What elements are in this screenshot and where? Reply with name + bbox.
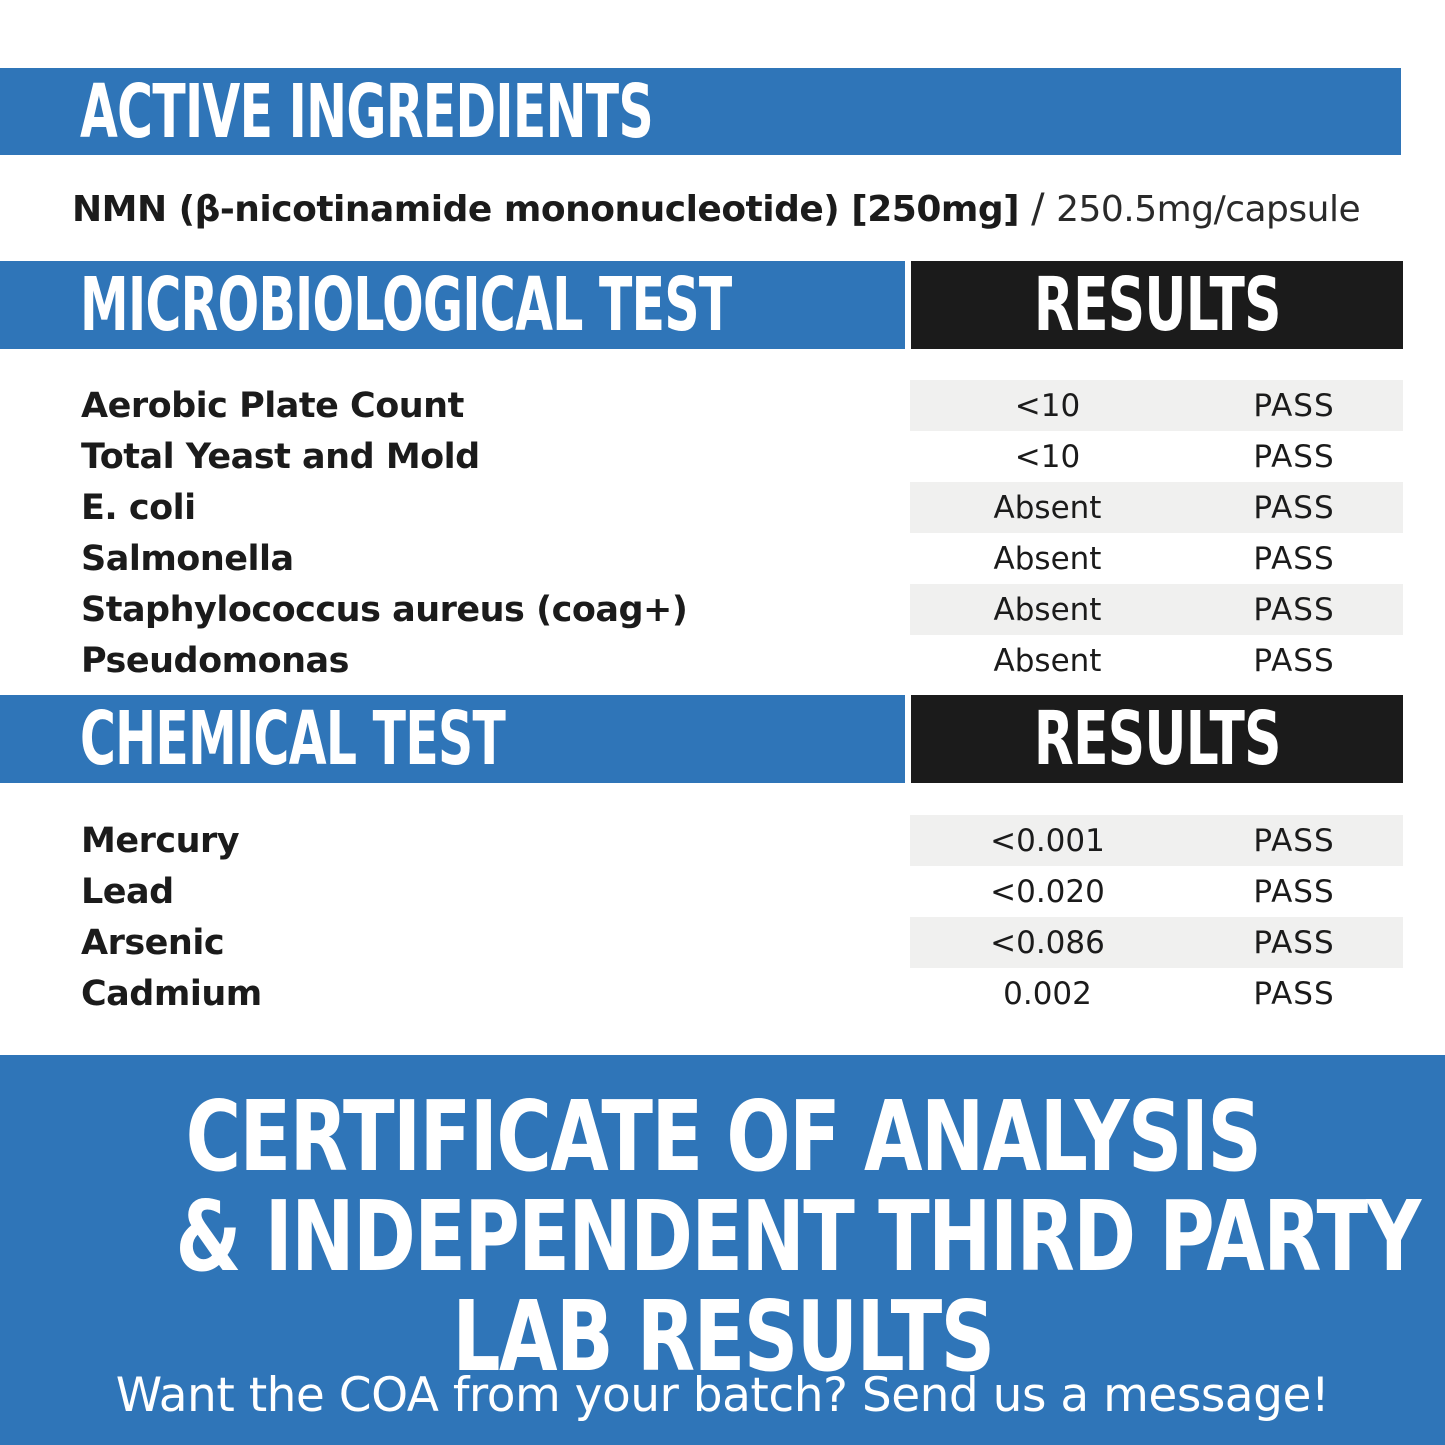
test-status: PASS	[1253, 540, 1335, 577]
table-row	[0, 917, 1445, 968]
ingredient-separator: /	[1031, 186, 1045, 232]
result-band	[910, 431, 1403, 482]
result-band	[910, 635, 1403, 686]
chemical-table	[0, 815, 1445, 1019]
microbiological-results-bar	[911, 261, 1403, 349]
result-band	[910, 815, 1403, 866]
test-name: Arsenic	[81, 922, 225, 963]
result-band	[910, 968, 1403, 1019]
test-value: Absent	[993, 540, 1102, 577]
test-name: Mercury	[81, 820, 240, 861]
test-value: Absent	[993, 591, 1102, 628]
chemical-header-bar	[0, 695, 905, 783]
microbiological-table	[0, 380, 1445, 686]
test-name: Total Yeast and Mold	[81, 436, 480, 477]
chemical-results-bar	[911, 695, 1403, 783]
test-status: PASS	[1253, 438, 1335, 475]
test-value: 0.002	[1003, 975, 1092, 1012]
table-row	[0, 380, 1445, 431]
test-name: Staphylococcus aureus (coag+)	[81, 589, 688, 630]
test-value: <0.086	[990, 924, 1105, 961]
result-band	[910, 866, 1403, 917]
active-ingredients-header-bar	[0, 68, 1401, 155]
test-value: <10	[1014, 387, 1081, 424]
result-band	[910, 482, 1403, 533]
test-status: PASS	[1253, 642, 1335, 679]
table-row	[0, 584, 1445, 635]
test-name: Cadmium	[81, 973, 262, 1014]
table-row	[0, 968, 1445, 1019]
footer-heading-line-1: CERTIFICATE OF ANALYSIS	[185, 1080, 1260, 1193]
table-row	[0, 866, 1445, 917]
table-row	[0, 431, 1445, 482]
result-band	[910, 380, 1403, 431]
test-status: PASS	[1253, 387, 1335, 424]
chemical-title: CHEMICAL TEST	[80, 696, 506, 782]
table-row	[0, 815, 1445, 866]
ingredient-line	[72, 182, 1360, 236]
result-band	[910, 584, 1403, 635]
test-status: PASS	[1253, 873, 1335, 910]
footer-heading-line-2: & INDEPENDENT THIRD PARTY	[175, 1180, 1420, 1293]
chemical-header-row	[0, 695, 1403, 783]
test-name: Aerobic Plate Count	[81, 385, 464, 426]
active-ingredients-title: ACTIVE INGREDIENTS	[80, 68, 653, 155]
microbiological-title: MICROBIOLOGICAL TEST	[80, 262, 732, 348]
table-row	[0, 635, 1445, 686]
test-status: PASS	[1253, 591, 1335, 628]
result-band	[910, 917, 1403, 968]
test-name: Pseudomonas	[81, 640, 350, 681]
ingredient-name: NMN (β-nicotinamide mononucleotide) [250mg]	[72, 188, 1020, 230]
test-status: PASS	[1253, 975, 1335, 1012]
result-band	[910, 533, 1403, 584]
chemical-results-title: RESULTS	[1033, 696, 1281, 782]
test-name: Salmonella	[81, 538, 294, 579]
test-status: PASS	[1253, 822, 1335, 859]
test-value: <0.001	[990, 822, 1105, 859]
test-status: PASS	[1253, 924, 1335, 961]
test-name: E. coli	[81, 487, 196, 528]
table-row	[0, 482, 1445, 533]
footer-heading	[0, 1080, 1445, 1393]
test-value: Absent	[993, 489, 1102, 526]
microbiological-header-bar	[0, 261, 905, 349]
microbiological-header-row	[0, 261, 1403, 349]
footer-banner	[0, 1055, 1445, 1445]
test-name: Lead	[81, 871, 174, 912]
test-value: <10	[1014, 438, 1081, 475]
table-row	[0, 533, 1445, 584]
ingredient-amount: 250.5mg/capsule	[1056, 188, 1361, 230]
footer-message: Want the COA from your batch? Send us a message!	[115, 1368, 1330, 1423]
test-value: <0.020	[990, 873, 1105, 910]
test-status: PASS	[1253, 489, 1335, 526]
footer-heading-line-3: LAB RESULTS	[451, 1280, 994, 1393]
test-value: Absent	[993, 642, 1102, 679]
microbiological-results-title: RESULTS	[1033, 262, 1281, 348]
